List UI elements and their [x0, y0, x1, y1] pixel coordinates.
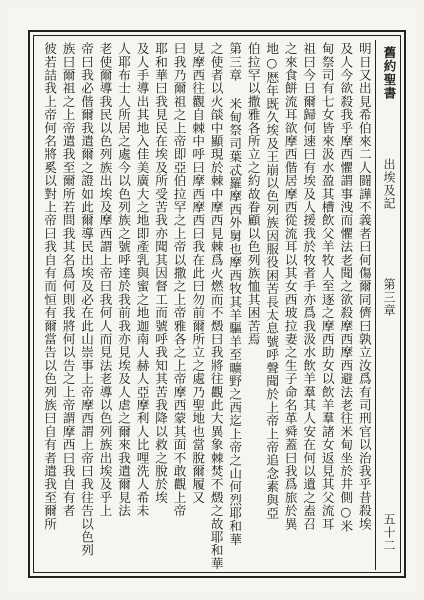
text-column: 伯拉罕以撒雅各所立之約故眷顧以色列族恤其困苦焉 — [245, 42, 261, 346]
text-column: 及人手導出其地入佳美廣大之地即產乳與蜜之地迦南人赫人亞摩利人比哩洗人希未 — [134, 42, 150, 518]
page — [8, 8, 416, 592]
text-column: 老使爾導我民以色列族出埃及摩西謂上帝曰我何人而見法老導以色列族出埃及乎上 — [97, 42, 113, 518]
text-column: 帝曰我必偕爾我遣爾之證如此爾導民出埃及必在此山崇事上帝摩西謂上帝曰我往告以色列 — [79, 42, 95, 557]
page-number: 五十二 — [382, 513, 396, 552]
text-column: 之使者以火燄中顯現於棘中摩西見棘爲火燃而不燬曰我將往觀此大異象棘焚不燬之故耶和華 — [208, 42, 224, 570]
text-column: 族曰爾祖之上帝遣我至爾所若問我其名爲何則我將何以告之上帝謂摩西曰我自有者 — [60, 42, 76, 518]
text-column: 地○厯年既久埃及王崩以色列族因服役困苦長太息號呼聲聞於上帝上帝追念素與亞 — [264, 42, 280, 520]
page-frame — [28, 30, 406, 578]
chapter-number: 第三章 — [382, 278, 396, 317]
chapter-name: 出埃及記 — [382, 158, 396, 210]
text-column: 第三章 米甸祭司葉忒羅摩西外舅也摩西牧其羊驅羊至曠野之西迄上帝之山何烈耶和華 — [227, 42, 243, 546]
text-column: 祖曰今日爾歸何速曰有埃及人援我於牧者手亦爲我汲水飲羊羣其人安在何以遺之盍召 — [301, 42, 317, 531]
running-header — [375, 40, 398, 570]
text-column: 及人今欲殺我乎摩西懼謂事洩而懼法老聞之欲殺摩西摩西避法老往米甸坐於井側○米 — [338, 42, 354, 533]
text-column: 之來食餅流耳欲摩西偕居摩西從流耳以其女西玻拉妻之生子命名革舜蓋曰我爲旅於異 — [282, 42, 298, 531]
book-title: 舊約聖書 — [382, 46, 397, 100]
text-column: 曰我乃爾祖之上帝即亞伯拉罕之上帝以撒之上帝雅各之上帝摩西蒙其面不敢觀上帝 — [171, 42, 187, 518]
text-column: 耶和華曰我見民在埃及所受苦我亦聞其因督工而號呼我知其苦我降以救之脫於埃 — [153, 42, 169, 504]
text-column: 人耶布士人所居之處今以色列族之號呼達於我前我亦見埃及人虐之爾來我遣爾見法 — [116, 42, 132, 518]
text-body — [40, 42, 370, 568]
text-column: 見摩西往觀自棘中呼曰摩西摩西曰我在此曰勿前爾所立之處乃聖地也當脫爾履又 — [190, 42, 206, 504]
text-column: 甸祭司有七女皆來汲水盈其槽飲父羊牧人至逐之摩西助女以飲羊羣諸女返見其父流耳 — [319, 42, 335, 531]
text-column: 明日又出見希伯來二人闘譁不義者曰何傷爾同儕曰孰立汝爲有司刑官以治我乎昔殺埃 — [356, 42, 372, 531]
text-column: 彼若詰我上帝何名將奚以對上帝曰我自有而恒有爾當告以色列族曰自有者遣我至爾所 — [42, 42, 57, 531]
